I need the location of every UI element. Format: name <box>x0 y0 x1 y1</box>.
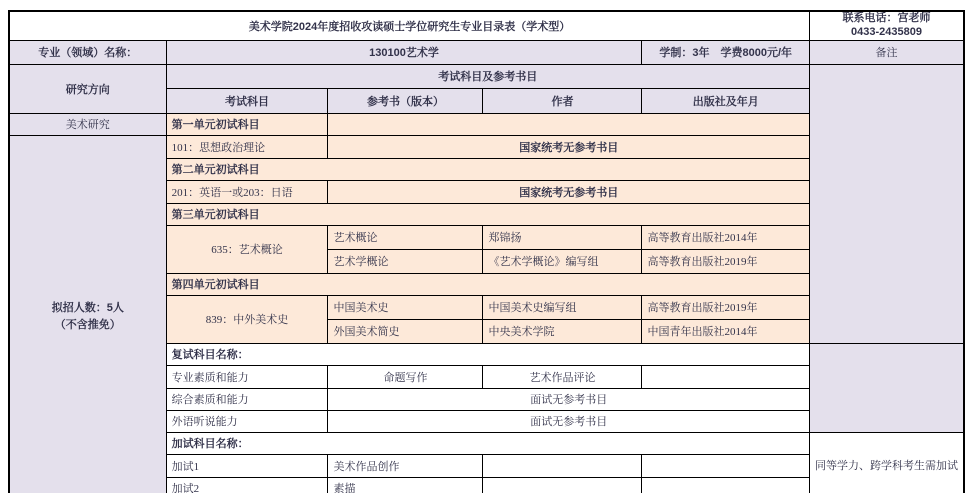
admission-catalog-table <box>8 10 965 493</box>
contact-info <box>809 11 964 40</box>
empty-cell <box>483 454 642 477</box>
page-title: 美术学院2024年度招收攻读硕士学位研究生专业目录表（学术型） <box>9 11 809 40</box>
unit1-section-label: 第一单元初试科目 <box>166 113 328 135</box>
book-cell: 外国美术简史 <box>328 319 483 343</box>
duration-fee: 学制：3年 学费8000元/年 <box>642 40 810 64</box>
enrollment-cell <box>9 135 166 493</box>
empty-cell <box>642 454 810 477</box>
publisher-cell: 高等教育出版社2014年 <box>642 225 810 249</box>
subject-635: 635：艺术概论 <box>166 225 328 273</box>
extra-test-1-subject: 美术作品创作 <box>328 454 483 477</box>
author-header: 作者 <box>483 88 642 113</box>
contact-line1: 联系电话：宫老师 <box>842 12 931 24</box>
book-cell: 中国美术史 <box>328 295 483 319</box>
author-cell: 《艺术学概论》编写组 <box>483 249 642 273</box>
major-name-label: 专业（领域）名称： <box>9 40 166 64</box>
remark-header: 备注 <box>809 40 964 64</box>
national-exam-note: 国家统考无参考书目 <box>328 180 810 203</box>
extra-test-2: 加试2 <box>166 477 328 493</box>
interview-note: 面试无参考书目 <box>328 410 810 432</box>
book-header: 参考书（版本） <box>328 88 483 113</box>
unit3-section-label: 第三单元初试科目 <box>166 203 809 225</box>
retest-form: 命题写作 <box>328 365 483 388</box>
remark-note: 同等学力、跨学科考生需加试 <box>809 432 964 493</box>
retest-form: 艺术作品评论 <box>483 365 642 388</box>
retest-subject: 外语听说能力 <box>166 410 328 432</box>
enrollment-line1: 拟招人数：5人 <box>51 302 124 315</box>
empty-cell <box>642 477 810 493</box>
publisher-cell: 高等教育出版社2019年 <box>642 295 810 319</box>
unit2-section-label: 第二单元初试科目 <box>166 158 809 180</box>
remark-empty-cell-top <box>809 64 964 343</box>
author-cell: 郑锦扬 <box>483 225 642 249</box>
empty-cell <box>328 113 810 135</box>
empty-cell <box>642 365 810 388</box>
book-cell: 艺术学概论 <box>328 249 483 273</box>
empty-cell <box>483 477 642 493</box>
retest-subject: 专业素质和能力 <box>166 365 328 388</box>
publisher-header: 出版社及年月 <box>642 88 810 113</box>
retest-section-label: 复试科目名称： <box>166 343 809 365</box>
subject-101: 101：思想政治理论 <box>166 135 328 158</box>
author-cell: 中央美术学院 <box>483 319 642 343</box>
author-cell: 中国美术史编写组 <box>483 295 642 319</box>
enrollment-line2: （不含推免） <box>54 318 121 331</box>
extra-test-section-label: 加试科目名称： <box>166 432 809 454</box>
exam-refs-header: 考试科目及参考书目 <box>166 64 809 88</box>
book-cell: 艺术概论 <box>328 225 483 249</box>
subject-header: 考试科目 <box>166 88 328 113</box>
publisher-cell: 中国青年出版社2014年 <box>642 319 810 343</box>
extra-test-1: 加试1 <box>166 454 328 477</box>
retest-subject: 综合素质和能力 <box>166 388 328 410</box>
extra-test-2-subject: 素描 <box>328 477 483 493</box>
interview-note: 面试无参考书目 <box>328 388 810 410</box>
publisher-cell: 高等教育出版社2019年 <box>642 249 810 273</box>
subject-201: 201：英语一或203：日语 <box>166 180 328 203</box>
national-exam-note: 国家统考无参考书目 <box>328 135 810 158</box>
subject-839: 839：中外美术史 <box>166 295 328 343</box>
major-code: 130100艺术学 <box>166 40 642 64</box>
direction-header: 研究方向 <box>9 64 166 113</box>
unit4-section-label: 第四单元初试科目 <box>166 273 809 295</box>
direction-value: 美术研究 <box>9 113 166 135</box>
contact-line2: 0433-2435809 <box>851 25 922 38</box>
remark-empty-cell-mid <box>809 343 964 432</box>
